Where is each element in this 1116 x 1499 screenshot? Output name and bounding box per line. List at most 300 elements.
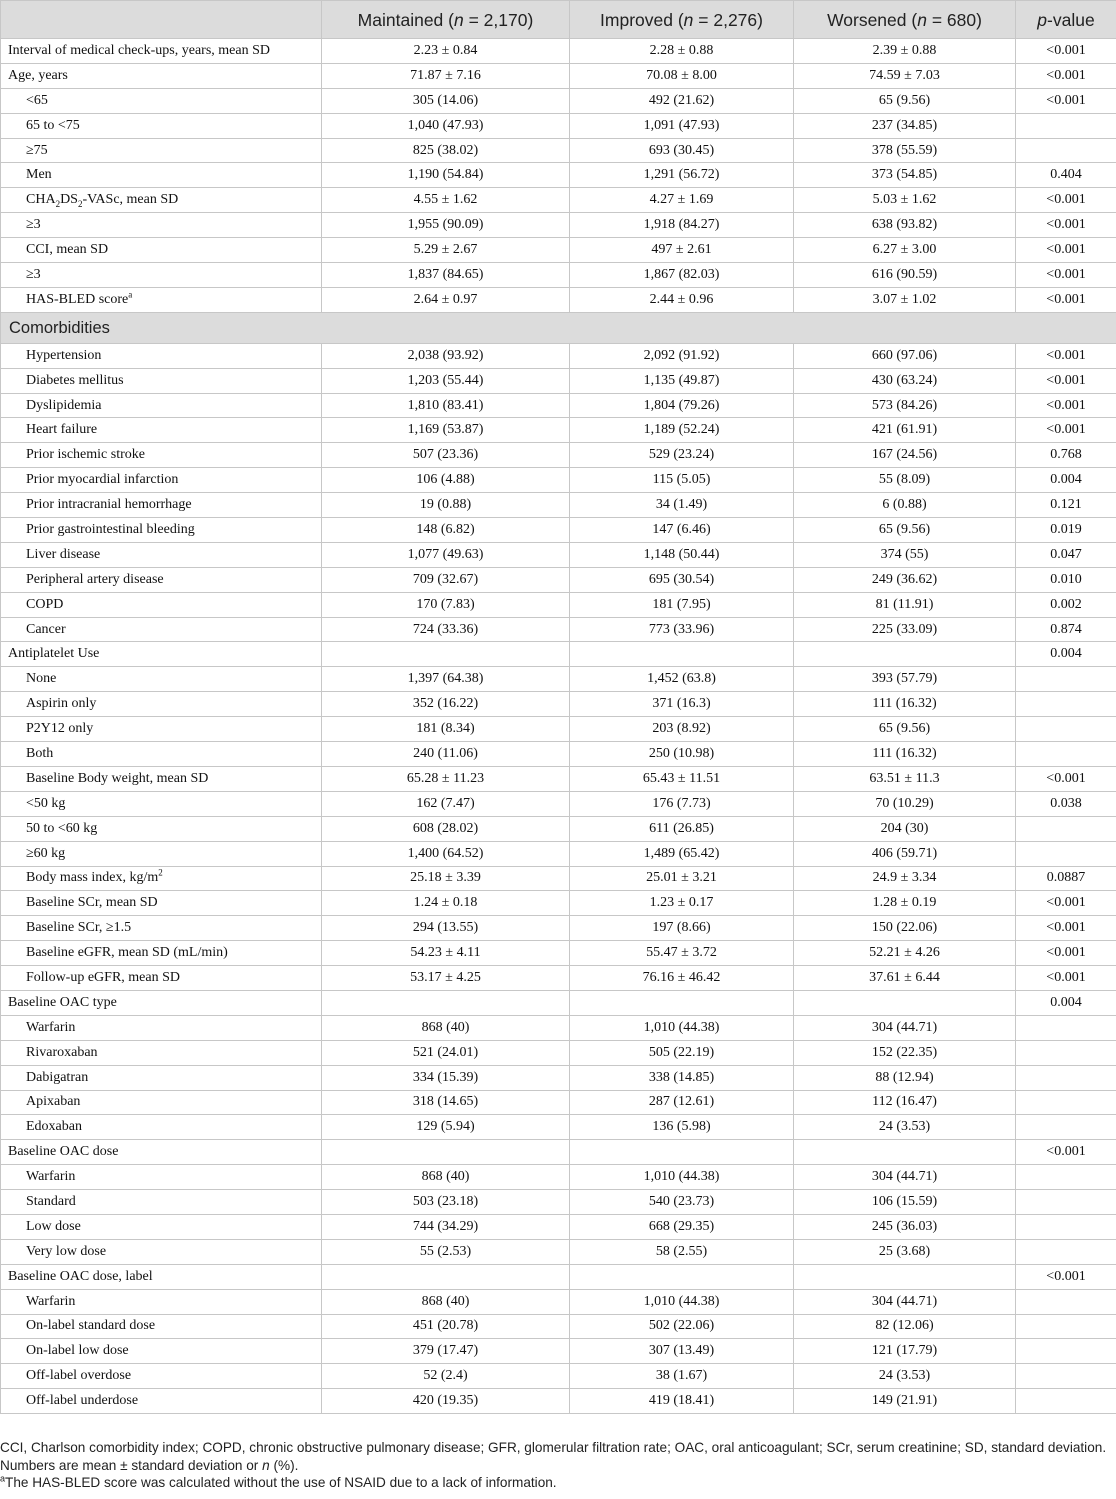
cell-worsened: 204 (30) [794, 816, 1016, 841]
cell-maintained: 1,190 (54.84) [322, 163, 570, 188]
cell-worsened: 106 (15.59) [794, 1190, 1016, 1215]
cell-improved: 419 (18.41) [570, 1389, 794, 1414]
cell-improved: 76.16 ± 46.42 [570, 966, 794, 991]
row-label: Prior intracranial hemorrhage [1, 493, 322, 518]
row-label: CCI, mean SD [1, 238, 322, 263]
cell-improved: 1,010 (44.38) [570, 1289, 794, 1314]
cell-worsened [794, 642, 1016, 667]
table-row [1, 368, 1116, 393]
cell-worsened: 81 (11.91) [794, 592, 1016, 617]
cell-maintained: 25.18 ± 3.39 [322, 866, 570, 891]
cell-improved: 136 (5.98) [570, 1115, 794, 1140]
cell-maintained: 608 (28.02) [322, 816, 570, 841]
row-label: Baseline Body weight, mean SD [1, 766, 322, 791]
cell-improved: 1,135 (49.87) [570, 368, 794, 393]
cell-p-value: 0.121 [1016, 493, 1116, 518]
cell-maintained: 825 (38.02) [322, 138, 570, 163]
table-row [1, 941, 1116, 966]
cell-maintained: 334 (15.39) [322, 1065, 570, 1090]
cell-improved: 693 (30.45) [570, 138, 794, 163]
table-row [1, 188, 1116, 213]
cell-worsened: 24.9 ± 3.34 [794, 866, 1016, 891]
header-improved: Improved (n = 2,276) [570, 1, 794, 39]
cell-p-value: 0.404 [1016, 163, 1116, 188]
cell-p-value [1016, 816, 1116, 841]
row-label: Low dose [1, 1214, 322, 1239]
table-row [1, 1090, 1116, 1115]
table-header-row [1, 1, 1116, 39]
cell-improved: 1,010 (44.38) [570, 1015, 794, 1040]
cell-maintained: 181 (8.34) [322, 717, 570, 742]
footnote-a-marker: a [0, 1473, 6, 1484]
cell-improved [570, 1140, 794, 1165]
cell-improved: 611 (26.85) [570, 816, 794, 841]
table-row [1, 667, 1116, 692]
row-label: Baseline SCr, ≥1.5 [1, 916, 322, 941]
row-label: Baseline eGFR, mean SD (mL/min) [1, 941, 322, 966]
cell-worsened [794, 990, 1016, 1015]
table-row [1, 343, 1116, 368]
cell-worsened: 245 (36.03) [794, 1214, 1016, 1239]
cell-maintained: 294 (13.55) [322, 916, 570, 941]
cell-worsened: 6.27 ± 3.00 [794, 238, 1016, 263]
cell-improved: 1,091 (47.93) [570, 113, 794, 138]
table-row [1, 990, 1116, 1015]
cell-improved: 1.23 ± 0.17 [570, 891, 794, 916]
cell-p-value: <0.001 [1016, 368, 1116, 393]
table-row [1, 816, 1116, 841]
cell-worsened: 70 (10.29) [794, 791, 1016, 816]
cell-improved: 497 ± 2.61 [570, 238, 794, 263]
cell-maintained: 709 (32.67) [322, 567, 570, 592]
row-label: Rivaroxaban [1, 1040, 322, 1065]
table-row [1, 1165, 1116, 1190]
table-row [1, 393, 1116, 418]
cell-improved: 147 (6.46) [570, 518, 794, 543]
header-worsened-n-value: = 680 [926, 9, 977, 30]
row-label: Off-label overdose [1, 1364, 322, 1389]
cell-worsened: 150 (22.06) [794, 916, 1016, 941]
header-maintained: Maintained (n = 2,170) [322, 1, 570, 39]
row-label-text: CHA [26, 192, 56, 208]
table-row [1, 263, 1116, 288]
cell-maintained: 868 (40) [322, 1289, 570, 1314]
cell-p-value: 0.010 [1016, 567, 1116, 592]
cell-maintained: 379 (17.47) [322, 1339, 570, 1364]
row-label: <65 [1, 88, 322, 113]
cell-maintained: 1,040 (47.93) [322, 113, 570, 138]
cell-maintained: 724 (33.36) [322, 617, 570, 642]
cell-improved: 1,867 (82.03) [570, 263, 794, 288]
cell-maintained: 744 (34.29) [322, 1214, 570, 1239]
row-label: Warfarin [1, 1289, 322, 1314]
cell-p-value: <0.001 [1016, 39, 1116, 64]
table-row [1, 39, 1116, 64]
cell-p-value [1016, 138, 1116, 163]
footnote-abbreviations: CCI, Charlson comorbidity index; COPD, chronic obstructive pulmonary disease; GFR, glomerular filtration rate; OAC, oral anticoagulant; SCr, serum creatinine; SD, standard deviation. [0, 1440, 1107, 1455]
cell-p-value [1016, 1339, 1116, 1364]
table-row [1, 891, 1116, 916]
row-label: Interval of medical check-ups, years, mean SD [1, 39, 322, 64]
table-row [1, 1190, 1116, 1215]
cell-maintained: 53.17 ± 4.25 [322, 966, 570, 991]
cell-improved: 540 (23.73) [570, 1190, 794, 1215]
cell-p-value: <0.001 [1016, 287, 1116, 312]
cell-p-value: <0.001 [1016, 188, 1116, 213]
cell-maintained: 129 (5.94) [322, 1115, 570, 1140]
header-worsened: Worsened (n = 680) [794, 1, 1016, 39]
table-row [1, 493, 1116, 518]
row-label: On-label low dose [1, 1339, 322, 1364]
cell-improved: 1,189 (52.24) [570, 418, 794, 443]
section-header-row [1, 312, 1116, 343]
cell-worsened: 573 (84.26) [794, 393, 1016, 418]
cell-p-value: <0.001 [1016, 941, 1116, 966]
cell-maintained: 55 (2.53) [322, 1239, 570, 1264]
cell-worsened: 149 (21.91) [794, 1389, 1016, 1414]
cell-maintained: 868 (40) [322, 1165, 570, 1190]
cell-p-value: <0.001 [1016, 343, 1116, 368]
table-body [1, 39, 1116, 1414]
table-row [1, 1314, 1116, 1339]
cell-worsened: 25 (3.68) [794, 1239, 1016, 1264]
row-label: Dabigatran [1, 1065, 322, 1090]
cell-maintained: 1,169 (53.87) [322, 418, 570, 443]
cell-maintained: 52 (2.4) [322, 1364, 570, 1389]
cell-worsened: 82 (12.06) [794, 1314, 1016, 1339]
cell-p-value: 0.004 [1016, 642, 1116, 667]
cell-maintained: 65.28 ± 11.23 [322, 766, 570, 791]
row-label: Age, years [1, 63, 322, 88]
cell-worsened: 304 (44.71) [794, 1289, 1016, 1314]
cell-maintained: 1,077 (49.63) [322, 542, 570, 567]
row-label-script: 2 [158, 867, 163, 878]
cell-improved: 502 (22.06) [570, 1314, 794, 1339]
footnote-numbers-note [0, 1457, 1114, 1475]
cell-improved: 34 (1.49) [570, 493, 794, 518]
header-maintained-name: Maintained [357, 9, 444, 30]
header-improved-name: Improved [600, 9, 673, 30]
header-improved-n-label: n [683, 9, 694, 30]
cell-p-value [1016, 1314, 1116, 1339]
cell-improved: 505 (22.19) [570, 1040, 794, 1065]
row-label: Peripheral artery disease [1, 567, 322, 592]
cell-maintained: 71.87 ± 7.16 [322, 63, 570, 88]
cell-improved: 115 (5.05) [570, 468, 794, 493]
cell-p-value: 0.874 [1016, 617, 1116, 642]
row-label-text: -VASc, mean SD [82, 192, 179, 208]
table-row [1, 1239, 1116, 1264]
cell-improved: 58 (2.55) [570, 1239, 794, 1264]
cell-p-value: 0.002 [1016, 592, 1116, 617]
cell-p-value [1016, 841, 1116, 866]
cell-improved: 668 (29.35) [570, 1214, 794, 1239]
table-row [1, 567, 1116, 592]
table-row [1, 138, 1116, 163]
cell-maintained: 240 (11.06) [322, 742, 570, 767]
cell-improved: 55.47 ± 3.72 [570, 941, 794, 966]
cell-p-value [1016, 717, 1116, 742]
row-label: Hypertension [1, 343, 322, 368]
table-row [1, 1140, 1116, 1165]
cell-worsened: 65 (9.56) [794, 88, 1016, 113]
table-row [1, 1015, 1116, 1040]
cell-maintained [322, 642, 570, 667]
table-row [1, 717, 1116, 742]
cell-p-value: 0.0887 [1016, 866, 1116, 891]
cell-p-value [1016, 113, 1116, 138]
row-label: ≥3 [1, 213, 322, 238]
cell-worsened: 374 (55) [794, 542, 1016, 567]
cell-worsened: 37.61 ± 6.44 [794, 966, 1016, 991]
table-row [1, 966, 1116, 991]
cell-maintained: 162 (7.47) [322, 791, 570, 816]
footnote-numbers-suffix: (%). [269, 1457, 299, 1473]
table-footnotes [0, 1439, 1114, 1492]
cell-improved: 307 (13.49) [570, 1339, 794, 1364]
table-row [1, 742, 1116, 767]
cell-worsened: 65 (9.56) [794, 717, 1016, 742]
cell-p-value: <0.001 [1016, 891, 1116, 916]
row-label: Dyslipidemia [1, 393, 322, 418]
row-label-text: Body mass index, kg/m [26, 870, 159, 886]
cell-improved: 695 (30.54) [570, 567, 794, 592]
cell-maintained: 1.24 ± 0.18 [322, 891, 570, 916]
row-label-text: DS [60, 192, 78, 208]
table-row [1, 63, 1116, 88]
table-row [1, 213, 1116, 238]
row-label: Prior ischemic stroke [1, 443, 322, 468]
cell-improved: 197 (8.66) [570, 916, 794, 941]
header-empty-cell [1, 1, 322, 39]
cell-improved: 65.43 ± 11.51 [570, 766, 794, 791]
cell-worsened: 24 (3.53) [794, 1364, 1016, 1389]
cell-maintained: 305 (14.06) [322, 88, 570, 113]
cell-maintained: 4.55 ± 1.62 [322, 188, 570, 213]
table-row [1, 1214, 1116, 1239]
cell-p-value [1016, 1115, 1116, 1140]
row-label: P2Y12 only [1, 717, 322, 742]
cell-p-value [1016, 1065, 1116, 1090]
table-row [1, 1339, 1116, 1364]
row-label [1, 866, 322, 891]
cell-improved: 1,291 (56.72) [570, 163, 794, 188]
row-label: ≥3 [1, 263, 322, 288]
row-label: Men [1, 163, 322, 188]
cell-worsened: 430 (63.24) [794, 368, 1016, 393]
cell-p-value: 0.004 [1016, 990, 1116, 1015]
cell-improved: 2,092 (91.92) [570, 343, 794, 368]
cell-worsened [794, 1140, 1016, 1165]
cell-worsened: 121 (17.79) [794, 1339, 1016, 1364]
row-label: COPD [1, 592, 322, 617]
cell-maintained: 1,810 (83.41) [322, 393, 570, 418]
table-row [1, 791, 1116, 816]
row-label: Prior gastrointestinal bleeding [1, 518, 322, 543]
cell-maintained: 2.23 ± 0.84 [322, 39, 570, 64]
header-maintained-n-value: = 2,170 [463, 9, 528, 30]
row-label: Diabetes mellitus [1, 368, 322, 393]
row-label: ≥60 kg [1, 841, 322, 866]
cell-worsened: 378 (55.59) [794, 138, 1016, 163]
cell-improved: 38 (1.67) [570, 1364, 794, 1389]
row-label: Liver disease [1, 542, 322, 567]
cell-maintained: 318 (14.65) [322, 1090, 570, 1115]
cell-maintained: 1,400 (64.52) [322, 841, 570, 866]
table-row [1, 1065, 1116, 1090]
header-improved-n-value: = 2,276 [693, 9, 758, 30]
cell-p-value [1016, 1364, 1116, 1389]
cell-maintained: 352 (16.22) [322, 692, 570, 717]
footnote-numbers-prefix: Numbers are mean ± standard deviation or [0, 1457, 263, 1473]
header-p-italic: p [1037, 9, 1048, 30]
header-maintained-n-label: n [454, 9, 464, 30]
table-row [1, 418, 1116, 443]
cell-worsened: 2.39 ± 0.88 [794, 39, 1016, 64]
table-row [1, 287, 1116, 312]
cell-worsened: 167 (24.56) [794, 443, 1016, 468]
table-row [1, 866, 1116, 891]
cell-maintained: 503 (23.18) [322, 1190, 570, 1215]
row-label: Antiplatelet Use [1, 642, 322, 667]
row-label-script: 2 [77, 199, 83, 210]
cell-maintained [322, 1264, 570, 1289]
cell-improved: 1,489 (65.42) [570, 841, 794, 866]
cell-improved [570, 1264, 794, 1289]
row-label: Both [1, 742, 322, 767]
cell-improved [570, 642, 794, 667]
cell-p-value [1016, 1214, 1116, 1239]
header-p-rest: -value [1047, 9, 1095, 30]
cell-p-value: <0.001 [1016, 766, 1116, 791]
row-label: Baseline SCr, mean SD [1, 891, 322, 916]
header-p-value [1016, 1, 1116, 39]
cell-maintained [322, 990, 570, 1015]
cell-worsened: 638 (93.82) [794, 213, 1016, 238]
cell-p-value [1016, 692, 1116, 717]
cell-p-value: <0.001 [1016, 393, 1116, 418]
table-row [1, 1364, 1116, 1389]
row-label [1, 188, 322, 213]
cell-worsened: 55 (8.09) [794, 468, 1016, 493]
cell-maintained: 1,837 (84.65) [322, 263, 570, 288]
cell-maintained: 5.29 ± 2.67 [322, 238, 570, 263]
cell-maintained: 106 (4.88) [322, 468, 570, 493]
table-row [1, 841, 1116, 866]
cell-worsened: 616 (90.59) [794, 263, 1016, 288]
cell-worsened: 88 (12.94) [794, 1065, 1016, 1090]
cell-improved: 773 (33.96) [570, 617, 794, 642]
cell-improved: 338 (14.85) [570, 1065, 794, 1090]
row-label: Off-label underdose [1, 1389, 322, 1414]
cell-improved: 25.01 ± 3.21 [570, 866, 794, 891]
cell-maintained: 148 (6.82) [322, 518, 570, 543]
footnote-a-text: The HAS-BLED score was calculated without the use of NSAID due to a lack of information. [5, 1475, 557, 1491]
row-label: Cancer [1, 617, 322, 642]
cell-p-value [1016, 742, 1116, 767]
row-label-text: HAS-BLED score [26, 291, 129, 307]
table-row [1, 113, 1116, 138]
table-row [1, 238, 1116, 263]
row-label: Baseline OAC dose [1, 1140, 322, 1165]
cell-maintained: 2,038 (93.92) [322, 343, 570, 368]
table-row [1, 692, 1116, 717]
cell-p-value: 0.047 [1016, 542, 1116, 567]
cell-improved: 371 (16.3) [570, 692, 794, 717]
cell-p-value: <0.001 [1016, 916, 1116, 941]
table-row [1, 1040, 1116, 1065]
header-worsened-n-label: n [917, 9, 927, 30]
cell-p-value: <0.001 [1016, 63, 1116, 88]
cell-p-value [1016, 1090, 1116, 1115]
cell-improved: 1,918 (84.27) [570, 213, 794, 238]
cell-worsened: 3.07 ± 1.02 [794, 287, 1016, 312]
footnote-a [0, 1474, 1114, 1492]
cell-maintained: 19 (0.88) [322, 493, 570, 518]
row-label: Warfarin [1, 1165, 322, 1190]
cell-worsened: 63.51 ± 11.3 [794, 766, 1016, 791]
row-label: Prior myocardial infarction [1, 468, 322, 493]
cell-worsened: 660 (97.06) [794, 343, 1016, 368]
cell-p-value: 0.038 [1016, 791, 1116, 816]
cell-maintained: 420 (19.35) [322, 1389, 570, 1414]
table-row [1, 1115, 1116, 1140]
cell-worsened: 237 (34.85) [794, 113, 1016, 138]
cell-maintained: 507 (23.36) [322, 443, 570, 468]
cell-maintained: 54.23 ± 4.11 [322, 941, 570, 966]
cell-p-value: 0.004 [1016, 468, 1116, 493]
table-row [1, 88, 1116, 113]
row-label: 65 to <75 [1, 113, 322, 138]
cell-maintained [322, 1140, 570, 1165]
cell-maintained: 1,397 (64.38) [322, 667, 570, 692]
cell-p-value: <0.001 [1016, 213, 1116, 238]
cell-improved: 2.28 ± 0.88 [570, 39, 794, 64]
table-row [1, 1389, 1116, 1414]
row-label: Heart failure [1, 418, 322, 443]
cell-p-value [1016, 1289, 1116, 1314]
cell-worsened: 111 (16.32) [794, 742, 1016, 767]
cell-worsened: 373 (54.85) [794, 163, 1016, 188]
row-label [1, 287, 322, 312]
cell-worsened: 52.21 ± 4.26 [794, 941, 1016, 966]
row-label: <50 kg [1, 791, 322, 816]
cell-improved: 1,148 (50.44) [570, 542, 794, 567]
cell-improved: 1,804 (79.26) [570, 393, 794, 418]
table-row [1, 518, 1116, 543]
cell-p-value: <0.001 [1016, 1264, 1116, 1289]
cell-maintained: 451 (20.78) [322, 1314, 570, 1339]
cell-p-value: <0.001 [1016, 1140, 1116, 1165]
cell-maintained: 521 (24.01) [322, 1040, 570, 1065]
cell-p-value [1016, 1190, 1116, 1215]
cell-worsened: 393 (57.79) [794, 667, 1016, 692]
cell-worsened: 1.28 ± 0.19 [794, 891, 1016, 916]
cell-p-value: 0.768 [1016, 443, 1116, 468]
table-row [1, 468, 1116, 493]
cell-worsened: 225 (33.09) [794, 617, 1016, 642]
table-row [1, 642, 1116, 667]
cell-worsened: 304 (44.71) [794, 1165, 1016, 1190]
footnote-numbers-italic: n [262, 1457, 270, 1473]
row-label: Very low dose [1, 1239, 322, 1264]
cell-improved: 70.08 ± 8.00 [570, 63, 794, 88]
cell-improved: 2.44 ± 0.96 [570, 287, 794, 312]
cell-improved: 176 (7.73) [570, 791, 794, 816]
cell-worsened: 421 (61.91) [794, 418, 1016, 443]
cell-maintained: 1,955 (90.09) [322, 213, 570, 238]
cell-p-value: <0.001 [1016, 418, 1116, 443]
